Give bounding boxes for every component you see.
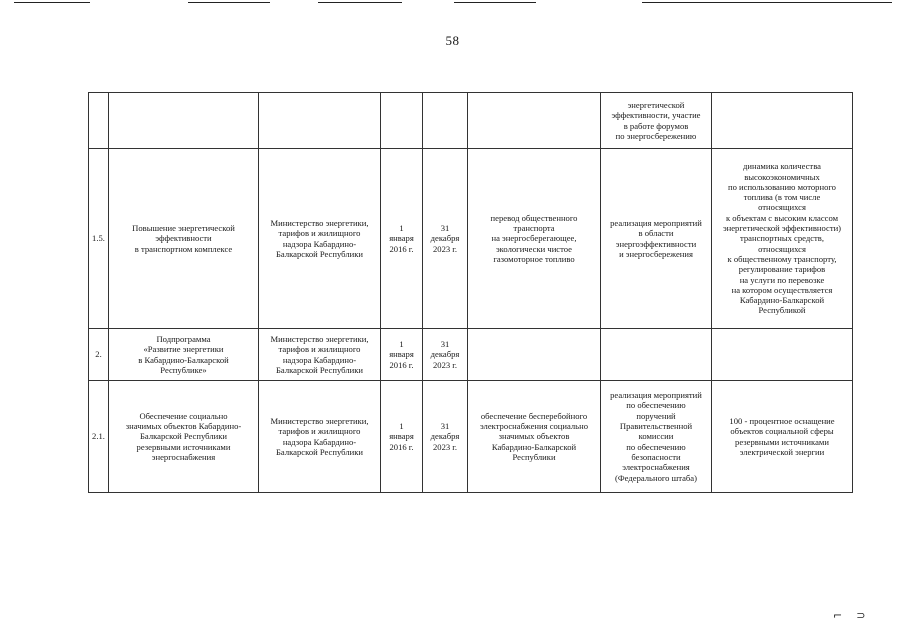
cell-result: обеспечение бесперебойного электроснабжения социально значимых объектов Кабардино-Балкарской Республики — [468, 381, 601, 493]
scan-mark-glyph: ⊃ — [856, 609, 880, 622]
cell-result — [468, 93, 601, 149]
cell-indicators: динамика количества высокоэкономичных по использованию моторного топлива (в том числе относящихся к объектам с высоким классом энергетической эффективности) транспортных средств, относящихся к общественному транспорту, регулирование тарифов на услуги по перевозке на котором осуществляется Кабардино-Балкарской Республикой — [712, 149, 853, 329]
table-row — [89, 93, 853, 149]
scan-mark-glyph: ⌐ — [833, 609, 857, 622]
cell-start: 1 января 2016 г. — [381, 149, 423, 329]
cell-name: Повышение энергетической эффективности в транспортном комплексе — [109, 149, 259, 329]
table-row — [89, 149, 853, 329]
scan-marks — [833, 609, 879, 622]
cell-connection: энергетической эффективности, участие в работе форумов по энергосбережению — [601, 93, 712, 149]
header-rule — [14, 2, 90, 3]
cell-executor: Министерство энергетики, тарифов и жилищного надзора Кабардино- Балкарской Республики — [259, 381, 381, 493]
header-rule — [454, 2, 536, 3]
table-row — [89, 329, 853, 381]
cell-indicators — [712, 329, 853, 381]
cell-indicators: 100 - процентное оснащение объектов социальной сферы резервными источниками электрической энергии — [712, 381, 853, 493]
cell-end: 31 декабря 2023 г. — [423, 329, 468, 381]
cell-end: 31 декабря 2023 г. — [423, 149, 468, 329]
cell-name — [109, 93, 259, 149]
cell-name: Подпрограмма «Развитие энергетики в Кабардино-Балкарской Республике» — [109, 329, 259, 381]
cell-result: перевод общественного транспорта на энергосберегающее, экологически чистое газомоторное топливо — [468, 149, 601, 329]
cell-name: Обеспечение социально значимых объектов Кабардино- Балкарской Республики резервными источниками энергоснабжения — [109, 381, 259, 493]
cell-end: 31 декабря 2023 г. — [423, 381, 468, 493]
cell-start: 1 января 2016 г. — [381, 381, 423, 493]
cell-num: 2.1. — [89, 381, 109, 493]
cell-end — [423, 93, 468, 149]
cell-num — [89, 93, 109, 149]
header-rule — [188, 2, 270, 3]
cell-start — [381, 93, 423, 149]
cell-executor: Министерство энергетики, тарифов и жилищного надзора Кабардино- Балкарской Республики — [259, 149, 381, 329]
cell-connection: реализация мероприятий в области энергоэффективности и энергосбережения — [601, 149, 712, 329]
cell-result — [468, 329, 601, 381]
program-table — [88, 92, 853, 493]
cell-executor: Министерство энергетики, тарифов и жилищного надзора Кабардино- Балкарской Республики — [259, 329, 381, 381]
cell-start: 1 января 2016 г. — [381, 329, 423, 381]
table-row — [89, 381, 853, 493]
page-number: 58 — [445, 33, 460, 48]
cell-connection: реализация мероприятий по обеспечению поручений Правительственной комиссии по обеспечению безопасности электроснабжения (Федерального штаба) — [601, 381, 712, 493]
cell-num: 1.5. — [89, 149, 109, 329]
header-rule — [318, 2, 402, 3]
header-rule — [642, 2, 892, 3]
cell-indicators — [712, 93, 853, 149]
cell-connection — [601, 329, 712, 381]
cell-executor — [259, 93, 381, 149]
cell-num: 2. — [89, 329, 109, 381]
